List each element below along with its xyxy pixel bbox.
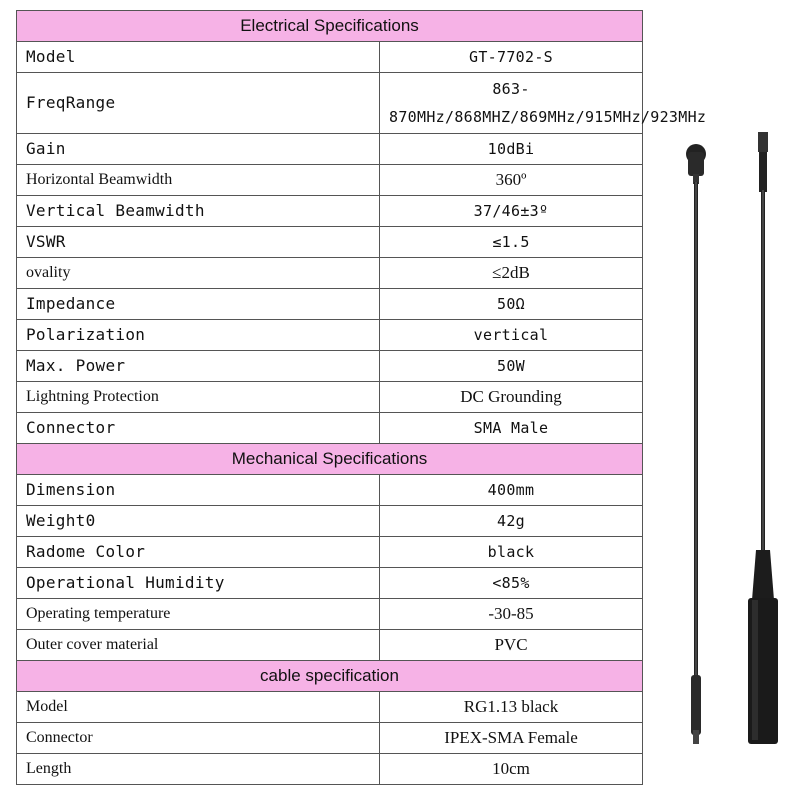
spec-value: IPEX-SMA Female	[380, 723, 643, 754]
spec-label: Connector	[17, 723, 380, 754]
table-row	[17, 475, 643, 506]
spec-value: <85%	[380, 568, 643, 599]
spec-label: Connector	[17, 413, 380, 444]
table-row	[17, 165, 643, 196]
table-row	[17, 134, 643, 165]
table-row	[17, 630, 643, 661]
spec-label: Lightning Protection	[17, 382, 380, 413]
spec-label: FreqRange	[17, 73, 380, 134]
spec-value: 50W	[380, 351, 643, 382]
table-row	[17, 692, 643, 723]
spec-value: 10cm	[380, 754, 643, 785]
spec-value: ≤2dB	[380, 258, 643, 289]
spec-value: 360º	[380, 165, 643, 196]
table-row	[17, 73, 643, 134]
section-header	[17, 444, 643, 475]
spec-value: 50Ω	[380, 289, 643, 320]
spec-value: 37/46±3º	[380, 196, 643, 227]
spec-label: Polarization	[17, 320, 380, 351]
spec-value: -30-85	[380, 599, 643, 630]
section-title: cable specification	[17, 661, 643, 692]
spec-value: 863-870MHz/868MHZ/869MHz/915MHz/923MHz	[380, 73, 643, 134]
spec-value: DC Grounding	[380, 382, 643, 413]
spec-value: 400mm	[380, 475, 643, 506]
spec-label: Radome Color	[17, 537, 380, 568]
spec-value: 10dBi	[380, 134, 643, 165]
spec-value: GT-7702-S	[380, 42, 643, 73]
section-title: Electrical Specifications	[17, 11, 643, 42]
spec-label: Model	[17, 692, 380, 723]
table-row	[17, 754, 643, 785]
spec-label: ovality	[17, 258, 380, 289]
table-row	[17, 227, 643, 258]
spec-label: Horizontal Beamwidth	[17, 165, 380, 196]
spec-label: Weight0	[17, 506, 380, 537]
spec-value: SMA Male	[380, 413, 643, 444]
spec-value: RG1.13 black	[380, 692, 643, 723]
spec-label: Model	[17, 42, 380, 73]
spec-label: Gain	[17, 134, 380, 165]
spec-table-body	[17, 11, 707, 785]
spec-value: vertical	[380, 320, 643, 351]
spec-value: 42g	[380, 506, 643, 537]
spec-label: Dimension	[17, 475, 380, 506]
spec-label: Max. Power	[17, 351, 380, 382]
spec-value: black	[380, 537, 643, 568]
spec-label: Operating temperature	[17, 599, 380, 630]
table-row	[17, 320, 643, 351]
table-row	[17, 258, 643, 289]
table-row	[17, 196, 643, 227]
table-row	[17, 537, 643, 568]
antenna-left	[686, 144, 706, 744]
section-header	[17, 661, 643, 692]
antenna-product-image	[660, 130, 800, 750]
section-header	[17, 11, 643, 42]
spec-label: VSWR	[17, 227, 380, 258]
spec-label: Vertical Beamwidth	[17, 196, 380, 227]
spec-value: PVC	[380, 630, 643, 661]
table-row	[17, 568, 643, 599]
table-row	[17, 351, 643, 382]
section-title: Mechanical Specifications	[17, 444, 643, 475]
spec-label: Operational Humidity	[17, 568, 380, 599]
table-row	[17, 413, 643, 444]
spec-label: Impedance	[17, 289, 380, 320]
table-row	[17, 382, 643, 413]
spec-label: Length	[17, 754, 380, 785]
table-row	[17, 42, 643, 73]
spec-label: Outer cover material	[17, 630, 380, 661]
spec-value: ≤1.5	[380, 227, 643, 258]
table-row	[17, 723, 643, 754]
table-row	[17, 289, 643, 320]
spec-table	[16, 10, 707, 785]
table-row	[17, 506, 643, 537]
table-row	[17, 599, 643, 630]
antenna-right	[748, 132, 778, 744]
